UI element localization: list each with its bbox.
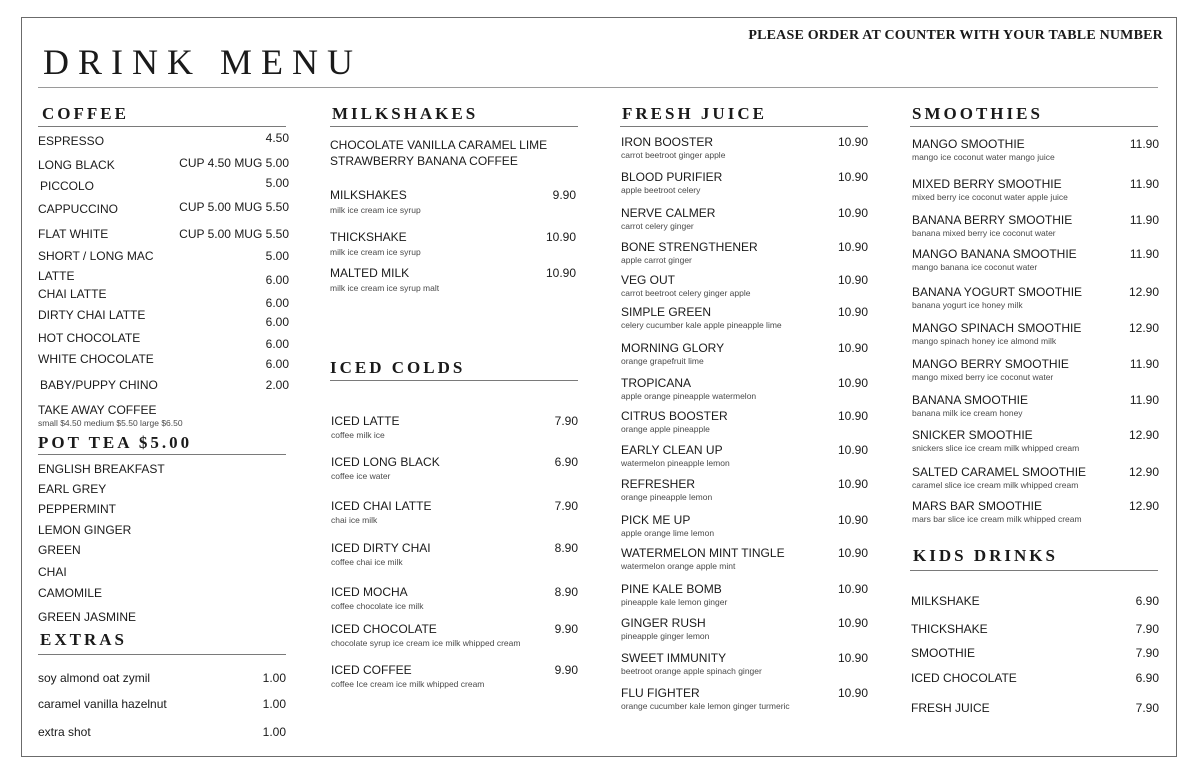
smoothie-item-desc: banana milk ice cream honey: [912, 408, 1023, 418]
smoothie-item-name: MANGO SPINACH SMOOTHIE: [912, 321, 1082, 335]
fresh-juice-item-price: 10.90: [837, 686, 868, 700]
coffee-item-name: WHITE CHOCOLATE: [38, 352, 154, 366]
fresh-juice-item-name: BONE STRENGTHENER: [621, 240, 758, 254]
iced-colds-heading: ICED COLDS: [330, 358, 466, 377]
fresh-juice-item-price: 10.90: [837, 240, 868, 254]
fresh-juice-item-desc: watermelon pineapple lemon: [621, 458, 730, 468]
iced-cold-item-desc: coffee chai ice milk: [331, 557, 403, 567]
iced-cold-item-name: ICED COFFEE: [331, 663, 412, 677]
fresh-juice-item-price: 10.90: [837, 135, 868, 149]
fresh-juice-item-desc: orange cucumber kale lemon ginger turmeric: [621, 701, 790, 711]
fresh-juice-item-desc: orange grapefruit lime: [621, 356, 704, 366]
smoothie-item-price: 11.90: [1129, 213, 1159, 227]
order-notice: PLEASE ORDER AT COUNTER WITH YOUR TABLE NUMBER: [748, 28, 1163, 43]
fresh-juice-item-price: 10.90: [837, 582, 868, 596]
smoothie-item-price: 12.90: [1128, 285, 1159, 299]
fresh-juice-item-name: PICK ME UP: [621, 513, 691, 527]
iced-cold-item-desc: coffee chocolate ice milk: [331, 601, 424, 611]
smoothie-item-name: MIXED BERRY SMOOTHIE: [912, 177, 1062, 191]
coffee-item-name: CHAI LATTE: [38, 287, 107, 301]
menu-border: [21, 17, 1177, 757]
pot-tea-heading: POT TEA $5.00: [38, 433, 193, 452]
milkshake-item-name: MILKSHAKES: [330, 188, 407, 202]
iced-cold-item-name: ICED MOCHA: [331, 585, 408, 599]
fresh-juice-item-price: 10.90: [837, 409, 868, 423]
fresh-juice-item-desc: apple orange lime lemon: [621, 528, 715, 538]
extra-item-name: extra shot: [38, 725, 91, 739]
smoothie-item-name: BANANA YOGURT SMOOTHIE: [912, 285, 1083, 299]
header-divider: [38, 87, 1158, 88]
coffee-item-name: DIRTY CHAI LATTE: [38, 308, 146, 322]
milkshake-item-price: 10.90: [545, 266, 576, 280]
smoothie-item-price: 11.90: [1129, 247, 1159, 261]
pot-tea-item: GREEN JASMINE: [38, 610, 137, 624]
kids-drink-item-price: 6.90: [1135, 671, 1159, 685]
fresh-juice-item-desc: carrot beetroot celery ginger apple: [621, 288, 751, 298]
fresh-juice-item-price: 10.90: [837, 305, 868, 319]
coffee-item-price: 6.00: [265, 315, 289, 329]
coffee-item-price: 5.00: [265, 249, 289, 263]
fresh-juice-item-desc: pineapple ginger lemon: [621, 631, 710, 641]
fresh-juice-divider: [620, 126, 868, 127]
milkshake-flavours-line1: CHOCOLATE VANILLA CARAMEL LIME: [330, 138, 548, 152]
fresh-juice-item-price: 10.90: [837, 477, 868, 491]
smoothie-item-name: BANANA BERRY SMOOTHIE: [912, 213, 1073, 227]
coffee-item-price: CUP 4.50 MUG 5.00: [179, 156, 289, 170]
smoothie-item-price: 11.90: [1129, 357, 1159, 371]
fresh-juice-item-name: SIMPLE GREEN: [621, 305, 712, 319]
fresh-juice-item-name: FLU FIGHTER: [621, 686, 700, 700]
fresh-juice-item-price: 10.90: [837, 443, 868, 457]
milkshake-flavours-line2: STRAWBERRY BANANA COFFEE: [330, 154, 518, 168]
iced-colds-divider: [330, 380, 578, 381]
fresh-juice-item-name: NERVE CALMER: [621, 206, 716, 220]
iced-cold-item-desc: coffee milk ice: [331, 430, 385, 440]
coffee-item-name: PICCOLO: [40, 179, 95, 193]
iced-cold-item-price: 8.90: [554, 541, 578, 555]
fresh-juice-item-name: GINGER RUSH: [621, 616, 706, 630]
smoothie-item-desc: caramel slice ice cream milk whipped cream: [912, 480, 1079, 490]
smoothie-item-desc: banana yogurt ice honey milk: [912, 300, 1023, 310]
pot-tea-item: EARL GREY: [38, 482, 107, 496]
smoothie-item-desc: mixed berry ice coconut water apple juice: [912, 192, 1068, 202]
fresh-juice-item-name: VEG OUT: [621, 273, 676, 287]
coffee-item-price: 6.00: [265, 296, 289, 310]
iced-cold-item-price: 7.90: [554, 499, 578, 513]
kids-drink-item-name: ICED CHOCOLATE: [911, 671, 1017, 685]
coffee-item-name: LONG BLACK: [38, 158, 115, 172]
milkshake-item-price: 9.90: [552, 188, 576, 202]
smoothie-item-price: 12.90: [1128, 321, 1159, 335]
coffee-item-price: 6.00: [265, 273, 289, 287]
fresh-juice-item-desc: apple beetroot celery: [621, 185, 701, 195]
fresh-juice-item-name: PINE KALE BOMB: [621, 582, 722, 596]
fresh-juice-item-name: REFRESHER: [621, 477, 696, 491]
smoothie-item-price: 12.90: [1128, 428, 1159, 442]
coffee-item-price: 5.00: [265, 176, 289, 190]
iced-cold-item-desc: coffee Ice cream ice milk whipped cream: [331, 679, 485, 689]
coffee-item-name: BABY/PUPPY CHINO: [40, 378, 158, 392]
coffee-heading: COFFEE: [42, 104, 129, 123]
smoothie-item-name: MANGO BANANA SMOOTHIE: [912, 247, 1077, 261]
takeaway-coffee-name: TAKE AWAY COFFEE: [38, 403, 157, 417]
smoothie-item-price: 11.90: [1129, 137, 1159, 151]
smoothies-heading: SMOOTHIES: [912, 104, 1043, 123]
iced-cold-item-name: ICED LONG BLACK: [331, 455, 440, 469]
extra-item-price: 1.00: [262, 671, 286, 685]
fresh-juice-item-desc: orange apple pineapple: [621, 424, 710, 434]
fresh-juice-item-price: 10.90: [837, 546, 868, 560]
fresh-juice-item-price: 10.90: [837, 206, 868, 220]
iced-cold-item-desc: coffee ice water: [331, 471, 391, 481]
fresh-juice-item-name: WATERMELON MINT TINGLE: [621, 546, 785, 560]
iced-cold-item-name: ICED CHAI LATTE: [331, 499, 432, 513]
smoothie-item-desc: mars bar slice ice cream milk whipped cream: [912, 514, 1082, 524]
iced-cold-item-price: 9.90: [554, 622, 578, 636]
milkshake-item-desc: milk ice cream ice syrup: [330, 205, 421, 215]
fresh-juice-item-name: SWEET IMMUNITY: [621, 651, 727, 665]
fresh-juice-item-price: 10.90: [837, 376, 868, 390]
kids-drink-item-price: 7.90: [1135, 701, 1159, 715]
iced-cold-item-name: ICED CHOCOLATE: [331, 622, 437, 636]
kids-drink-item-name: MILKSHAKE: [911, 594, 980, 608]
milkshakes-heading: MILKSHAKES: [332, 104, 479, 123]
pot-tea-item: CHAI: [38, 565, 67, 579]
coffee-divider: [38, 126, 286, 127]
smoothie-item-desc: snickers slice ice cream milk whipped cream: [912, 443, 1080, 453]
coffee-item-name: HOT CHOCOLATE: [38, 331, 141, 345]
takeaway-coffee-sizes: small $4.50 medium $5.50 large $6.50: [38, 418, 183, 428]
fresh-juice-item-desc: apple orange pineapple watermelon: [621, 391, 757, 401]
smoothie-item-desc: mango mixed berry ice coconut water: [912, 372, 1054, 382]
pot-tea-item: GREEN: [38, 543, 81, 557]
coffee-item-price: CUP 5.00 MUG 5.50: [179, 200, 289, 214]
milkshake-item-price: 10.90: [545, 230, 576, 244]
iced-cold-item-name: ICED DIRTY CHAI: [331, 541, 431, 555]
fresh-juice-item-price: 10.90: [837, 273, 868, 287]
pot-tea-item: ENGLISH BREAKFAST: [38, 462, 165, 476]
fresh-juice-item-price: 10.90: [837, 651, 868, 665]
iced-cold-item-price: 6.90: [554, 455, 578, 469]
smoothie-item-desc: mango ice coconut water mango juice: [912, 152, 1055, 162]
fresh-juice-item-desc: carrot celery ginger: [621, 221, 694, 231]
extra-item-name: soy almond oat zymil: [38, 671, 151, 685]
fresh-juice-item-price: 10.90: [837, 341, 868, 355]
smoothie-item-price: 12.90: [1128, 465, 1159, 479]
coffee-item-name: SHORT / LONG MAC: [38, 249, 154, 263]
fresh-juice-item-name: TROPICANA: [621, 376, 692, 390]
coffee-item-name: FLAT WHITE: [38, 227, 109, 241]
smoothies-divider: [910, 126, 1158, 127]
kids-drink-item-price: 7.90: [1135, 622, 1159, 636]
milkshakes-divider: [330, 126, 578, 127]
kids-drinks-divider: [910, 570, 1158, 571]
coffee-item-price: CUP 5.00 MUG 5.50: [179, 227, 289, 241]
smoothie-item-name: MANGO SMOOTHIE: [912, 137, 1025, 151]
fresh-juice-item-desc: watermelon orange apple mint: [621, 561, 736, 571]
coffee-item-name: LATTE: [38, 269, 75, 283]
kids-drink-item-name: SMOOTHIE: [911, 646, 976, 660]
fresh-juice-item-desc: apple carrot ginger: [621, 255, 692, 265]
smoothie-item-name: MANGO BERRY SMOOTHIE: [912, 357, 1069, 371]
iced-cold-item-desc: chai ice milk: [331, 515, 378, 525]
smoothie-item-price: 11.90: [1129, 393, 1159, 407]
kids-drink-item-price: 6.90: [1135, 594, 1159, 608]
iced-cold-item-price: 9.90: [554, 663, 578, 677]
fresh-juice-item-name: MORNING GLORY: [621, 341, 725, 355]
milkshake-item-desc: milk ice cream ice syrup malt: [330, 283, 440, 293]
smoothie-item-name: SALTED CARAMEL SMOOTHIE: [912, 465, 1087, 479]
pot-tea-item: CAMOMILE: [38, 586, 103, 600]
iced-cold-item-price: 8.90: [554, 585, 578, 599]
smoothie-item-desc: banana mixed berry ice coconut water: [912, 228, 1056, 238]
kids-drink-item-name: FRESH JUICE: [911, 701, 990, 715]
fresh-juice-item-desc: beetroot orange apple spinach ginger: [621, 666, 762, 676]
kids-drink-item-name: THICKSHAKE: [911, 622, 988, 636]
pot-tea-item: LEMON GINGER: [38, 523, 132, 537]
coffee-item-price: 2.00: [265, 378, 289, 392]
coffee-item-name: CAPPUCCINO: [38, 202, 119, 216]
smoothie-item-desc: mango banana ice coconut water: [912, 262, 1038, 272]
fresh-juice-item-desc: orange pineapple lemon: [621, 492, 713, 502]
coffee-item-price: 4.50: [265, 131, 289, 145]
coffee-item-price: 6.00: [265, 337, 289, 351]
iced-cold-item-price: 7.90: [554, 414, 578, 428]
page-title: DRINK MENU: [43, 42, 362, 82]
fresh-juice-item-name: IRON BOOSTER: [621, 135, 714, 149]
fresh-juice-item-desc: carrot beetroot ginger apple: [621, 150, 726, 160]
fresh-juice-item-price: 10.90: [837, 616, 868, 630]
pot-tea-item: PEPPERMINT: [38, 502, 117, 516]
fresh-juice-item-price: 10.90: [837, 170, 868, 184]
kids-drink-item-price: 7.90: [1135, 646, 1159, 660]
extra-item-price: 1.00: [262, 697, 286, 711]
coffee-item-name: ESPRESSO: [38, 134, 105, 148]
fresh-juice-item-desc: pineapple kale lemon ginger: [621, 597, 728, 607]
pot-tea-divider: [38, 454, 286, 455]
fresh-juice-item-name: BLOOD PURIFIER: [621, 170, 723, 184]
smoothie-item-price: 12.90: [1128, 499, 1159, 513]
smoothie-item-price: 11.90: [1129, 177, 1159, 191]
kids-drinks-heading: KIDS DRINKS: [913, 546, 1058, 565]
smoothie-item-name: SNICKER SMOOTHIE: [912, 428, 1033, 442]
extras-divider: [38, 654, 286, 655]
iced-cold-item-name: ICED LATTE: [331, 414, 400, 428]
fresh-juice-item-desc: celery cucumber kale apple pineapple lime: [621, 320, 782, 330]
smoothie-item-name: BANANA SMOOTHIE: [912, 393, 1029, 407]
extras-heading: EXTRAS: [40, 630, 127, 649]
extra-item-name: caramel vanilla hazelnut: [38, 697, 167, 711]
fresh-juice-item-name: CITRUS BOOSTER: [621, 409, 728, 423]
fresh-juice-item-name: EARLY CLEAN UP: [621, 443, 723, 457]
smoothie-item-desc: mango spinach honey ice almond milk: [912, 336, 1057, 346]
coffee-item-price: 6.00: [265, 357, 289, 371]
extra-item-price: 1.00: [262, 725, 286, 739]
milkshake-item-name: MALTED MILK: [330, 266, 410, 280]
milkshake-item-desc: milk ice cream ice syrup: [330, 247, 421, 257]
fresh-juice-item-price: 10.90: [837, 513, 868, 527]
fresh-juice-heading: FRESH JUICE: [622, 104, 767, 123]
smoothie-item-name: MARS BAR SMOOTHIE: [912, 499, 1043, 513]
milkshake-item-name: THICKSHAKE: [330, 230, 407, 244]
iced-cold-item-desc: chocolate syrup ice cream ice milk whipped cream: [331, 638, 521, 648]
